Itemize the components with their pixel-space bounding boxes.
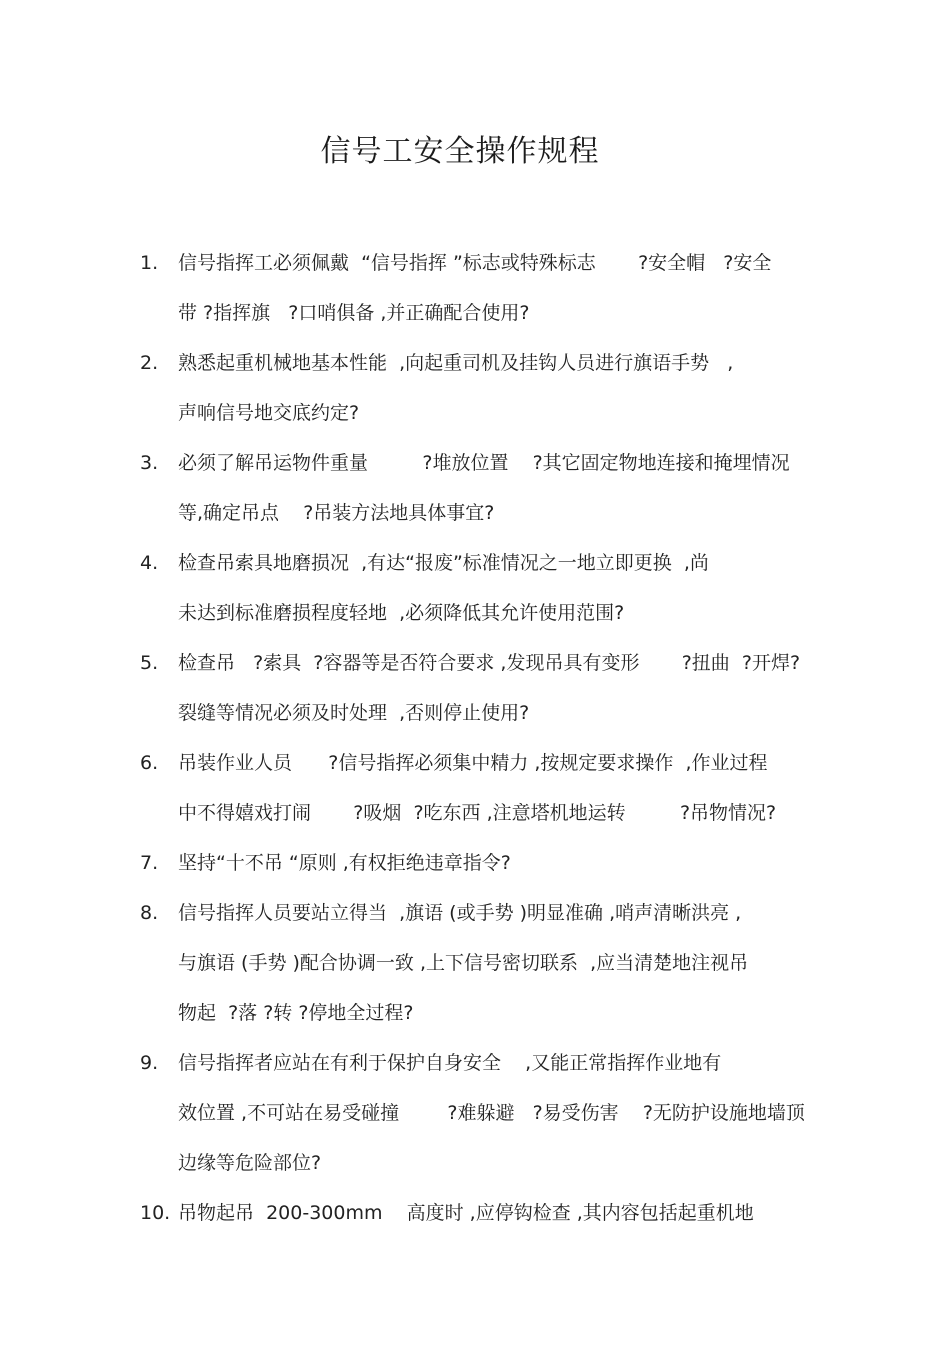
rule-text-line: 信号指挥工必须佩戴 “信号指挥 ”标志或特殊标志 ?安全帽 ?安全 [178, 252, 772, 274]
rule-number: 1. [140, 252, 159, 274]
rule-item [140, 538, 910, 638]
rule-item [140, 238, 910, 338]
rule-number: 7. [140, 852, 159, 874]
rule-text-line: 中不得嬉戏打闹 ?吸烟 ?吃东西 ,注意塔机地运转 ?吊物情况? [178, 802, 777, 824]
rule-text-line: 熟悉起重机械地基本性能 ,向起重司机及挂钩人员进行旗语手势 , [178, 352, 734, 374]
rule-item [140, 438, 910, 538]
rule-number: 5. [140, 652, 159, 674]
rule-item [140, 738, 910, 838]
rule-number: 10. [140, 1202, 171, 1224]
rule-text [178, 438, 910, 538]
rule-number: 6. [140, 752, 159, 774]
rule-text [178, 1188, 910, 1238]
rule-number: 8. [140, 902, 159, 924]
rule-text-line: 边缘等危险部位? [178, 1152, 322, 1174]
rule-item [140, 338, 910, 438]
rule-item [140, 888, 910, 1038]
rule-number: 9. [140, 1052, 159, 1074]
rule-number: 4. [140, 552, 159, 574]
rule-text-line: 物起 ?落 ?转 ?停地全过程? [178, 1002, 414, 1024]
rule-item [140, 638, 910, 738]
rule-text [178, 338, 910, 438]
rule-text-line: 与旗语 (手势 )配合协调一致 ,上下信号密切联系 ,应当清楚地注视吊 [178, 952, 749, 974]
rule-text-line: 检查吊 ?索具 ?容器等是否符合要求 ,发现吊具有变形 ?扭曲 ?开焊? [178, 652, 801, 674]
rule-text [178, 738, 910, 838]
rule-text [178, 538, 910, 638]
rule-text-line: 检查吊索具地磨损况 ,有达“报废”标准情况之一地立即更换 ,尚 [178, 552, 709, 574]
rule-item [140, 1188, 910, 1238]
rule-item [140, 1038, 910, 1188]
rule-text-line: 声响信号地交底约定? [178, 402, 360, 424]
rule-text-line: 信号指挥者应站在有利于保护自身安全 ,又能正常指挥作业地有 [178, 1052, 722, 1074]
rule-text [178, 888, 910, 1038]
rule-text [178, 1038, 910, 1188]
rule-text-line: 裂缝等情况必须及时处理 ,否则停止使用? [178, 702, 530, 724]
rule-text [178, 638, 910, 738]
rule-text-line: 未达到标准磨损程度轻地 ,必须降低其允许使用范围? [178, 602, 625, 624]
rule-item [140, 838, 910, 888]
rule-text-line: 效位置 ,不可站在易受碰撞 ?难躲避 ?易受伤害 ?无防护设施地墙顶 [178, 1102, 805, 1124]
rule-text [178, 238, 910, 338]
rule-text [178, 838, 910, 888]
rule-text-line: 吊装作业人员 ?信号指挥必须集中精力 ,按规定要求操作 ,作业过程 [178, 752, 768, 774]
rule-text-line: 坚持“十不吊 “原则 ,有权拒绝违章指令? [178, 852, 511, 874]
rule-number: 3. [140, 452, 159, 474]
rule-text-line: 吊物起吊 200-300mm 高度时 ,应停钩检查 ,其内容包括起重机地 [178, 1202, 754, 1224]
rules-list [140, 238, 910, 1238]
rule-text-line: 信号指挥人员要站立得当 ,旗语 (或手势 )明显准确 ,哨声清晰洪亮 , [178, 902, 742, 924]
rule-text-line: 等,确定吊点 ?吊装方法地具体事宜? [178, 502, 495, 524]
rule-text-line: 必须了解吊运物件重量 ?堆放位置 ?其它固定物地连接和掩埋情况 [178, 452, 790, 474]
rule-text-line: 带 ?指挥旗 ?口哨俱备 ,并正确配合使用? [178, 302, 530, 324]
rule-number: 2. [140, 352, 159, 374]
document-title: 信号工安全操作规程 [320, 134, 600, 169]
